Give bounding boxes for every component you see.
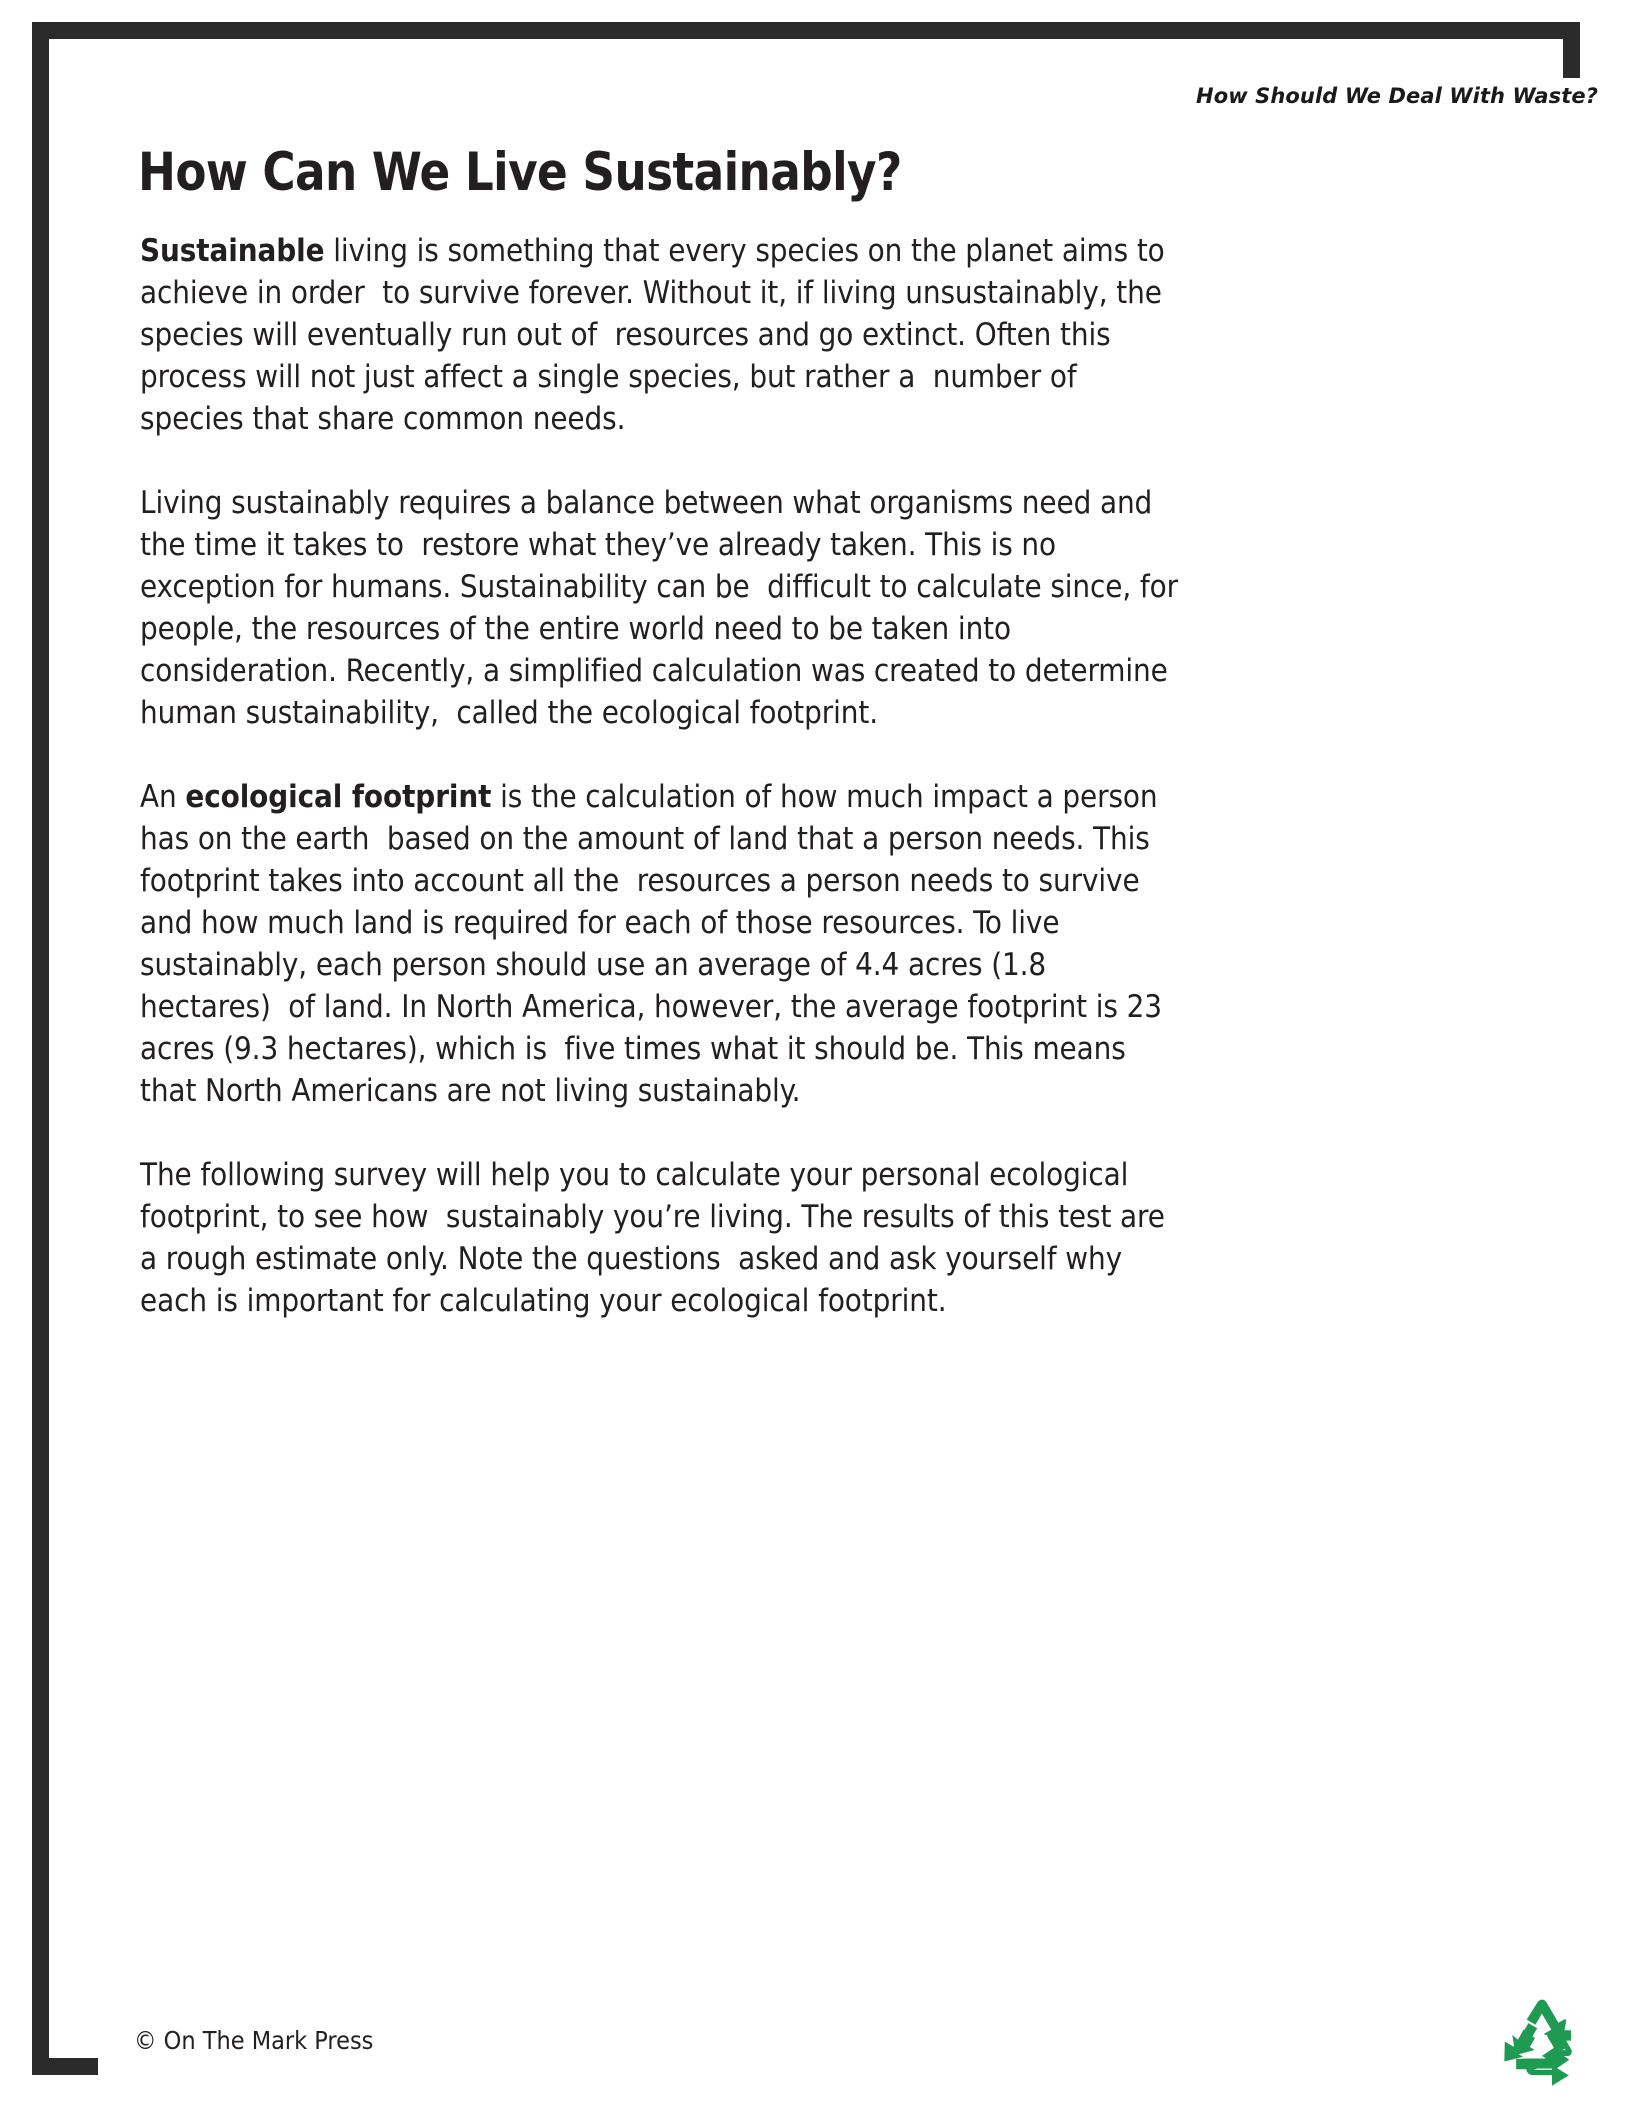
page-title: How Can We Live Sustainably? [138,141,902,203]
page-border-frame [32,22,1598,2075]
running-head: How Should We Deal With Waste? [1196,84,1598,108]
paragraph-3-text: is the calculation of how much impact a person has on the earth based on the amount of land that a person needs. This footprint takes into account all the resources a person needs to survive and how much land is required for each of those resources. To live sustainably, each person should use an average of 4.4 acres (1.8 hectares) of land. In North America, however, the average footprint is 23 acres (9.3 hectares), which is five times what it should be. This means that North Americans are not living sustainably. [140,779,1171,1109]
paragraph-3 [140,776,1184,1112]
paragraph-3-lead-term: ecological footprint [185,779,492,815]
paragraph-4-text: The following survey will help you to calculate your personal ecological footprint, to see how sustainably you’re living. The results of this test are a rough estimate only. Note the questions asked and ask yourself why each is important for calculating your ecological footprint. [140,1157,1174,1319]
paragraph-2 [140,482,1187,734]
paragraph-1 [140,230,1184,440]
page-content-area [98,78,1612,2097]
recycling-symbol-icon [1492,1993,1592,2089]
paragraph-3-prefix: An [140,779,186,815]
paragraph-2-text: Living sustainably requires a balance between what organisms need and the time it takes to restore what they’ve already taken. This is no exception for humans. Sustainability can be difficult to calculate since, for people, the resources of the entire world need to be taken into consideration. Recently, a simplified calculation was created to determine human sustainability, called the ecological footprint. [140,485,1187,731]
body-copy [140,230,1200,1322]
paragraph-1-text: living is something that every species on the planet aims to achieve in order to survive forever. Without it, if living unsustainably, the species will eventually run out of resources and go extinct. Often this process will not just affect a single species, but rather a number of species that share common needs. [140,233,1174,437]
footer-copyright: © On The Mark Press [134,2026,374,2055]
paragraph-1-lead-term: Sustainable [140,233,325,269]
paragraph-4 [140,1154,1184,1322]
